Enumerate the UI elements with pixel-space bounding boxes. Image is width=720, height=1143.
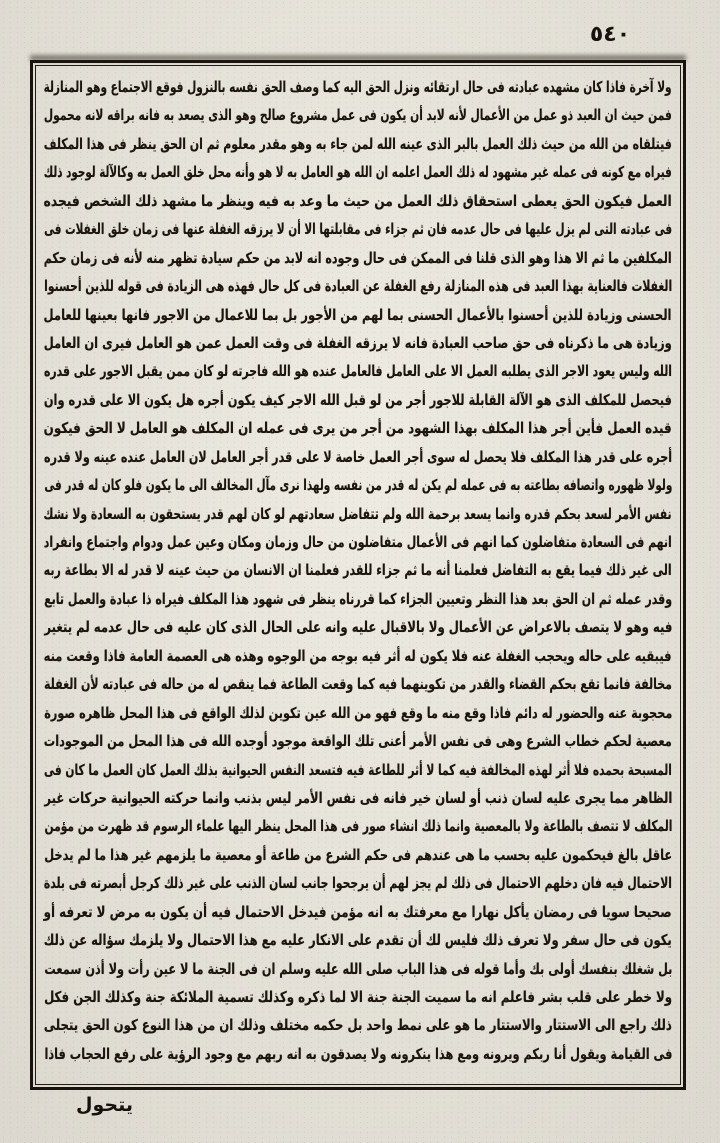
text-line: فى عبادته التى لم يزل عليها فى حال عدمه فان ثم جزاء فى مقابلتها الا أن لا يرزقه الغفلة عنها فى زمان خلق الغفلات فى: [44, 220, 672, 239]
text-frame-inner-rule: [35, 65, 681, 1085]
text-line: قيده العمل فأين أجر هذا المكلف بهذا الشهود من أجر من يرى فى عمله ان المكلف هو العامل لا الحق فيكون: [44, 419, 672, 438]
text-line: وزيادة هى ما ذكرناه فى حق صاحب العبادة فانه لا يرزقه الغفلة فى وقت العمل عمن هو العامل فيرى ان العامل: [44, 333, 672, 352]
text-line: فيحصل للمكلف الذى هو الآلة القابلة للاجور أجر من لو قبل الله الاجر كيف يكون أجره هل يكون الا على قدره وان: [44, 390, 672, 409]
body-text: [44, 73, 672, 1078]
text-line: الحسنى وزيادة للذين أحسنوا بالأعمال الحسنى بما لهم من الأجور بل بما للاعمال من الاجور فانها بعينها للعامل: [44, 305, 672, 324]
text-line: صحيحا سويا فى رمضان يأكل نهارا مع معرفتك به انه مؤمن فيدخل الاحتمال فيه أن يكون به مرض لا تعرفه أو: [44, 902, 672, 921]
page-number: ٥٤٠: [589, 22, 631, 47]
text-line: محجوبة عنه والحضور له دائم فاذا وقع منه ما وقع فهو من الله عين تكوين لذلك الواقع فى هذا المحل ظاهره صورة: [44, 703, 672, 722]
text-line: أجره على قدر هذا المكلف فلا يحصل له سوى أجر العمل خاصة لا على قدر أجر العامل لان العامل عنده عينه ولا قدره: [44, 447, 672, 466]
text-line: معصية لحكم خطاب الشرع وهى فى نفس الأمر أعنى تلك الواقعة موجود أوجده الله فى هذا المحل من الموجودات: [44, 732, 672, 751]
text-line: ولا آخرة فاذا كان مشهده عبادته فى حال ارتقائه ونزل الحق اليه كما وصف الحق نفسه بالنزول فوقع الاجتماع وهو المنازلة: [44, 78, 672, 96]
text-line: ذلك راجع الى الاستتار والاستتار ما هو على نمط واحد بل حكمه مختلف وذلك ان من هذا النوع كون الحق يتجلى: [44, 1016, 672, 1035]
text-line: وقدر عمله ثم ان الحق بعد هذا النظر وتعيين الجزاء كما قررناه ينظر فى شهود هذا المكلف فيراه ذا عبادة والعمل تابع: [44, 589, 672, 608]
text-line: فى القيامة ويقول أنا ربكم ويرونه ومع هذا ينكرونه ولا يصدقون به انه ربهم مع وجود الرؤية على رفع الحجاب فاذا: [44, 1044, 672, 1063]
text-line: مخالفة فانما تقع بحكم القضاء والقدر من تكوينهما فيه كما وقعت الطاعة فما ينقص له من حاله فى عبادته لأن الغفلة: [44, 675, 672, 694]
text-line: انهم فى السعادة متفاضلون كما انهم فى الأعمال متفاضلون من حال وزمان ومكان وعين عمل ودوام واجتماع وانفراد: [44, 533, 672, 551]
text-line: العمل فيكون الحق يعطى استحقاق ذلك العمل من حيث ما وعد به فيه وينظر ما مشهد ذلك الشخص فيجده: [44, 191, 672, 210]
text-line: بل شغلك بنفسك أولى بك وأما قوله فى هذا الباب صلى الله عليه وسلم ان فى الجنة ما لا عين رأت ولا أذن سمعت: [44, 959, 672, 978]
text-line: المكلفين ما ثم الا هذا وهو الذى قلنا فى الممكن فى حال وجوده انه لابد من حكم سيادة تظهر منه لأنه فى زمان حكم: [44, 248, 672, 267]
text-line: فيه وهو لا يتصف بالاعراض عن الأعمال ولا بالاقبال عليه وانه على الحال الذى كان عليه فى حال عدمه لم يتغير: [44, 618, 672, 637]
text-line: ولولا ظهوره واتصافه بطاعته به فى عمله لم يكن له قدر من نفسه ولهذا نرى مآل المخالف الى ما يكون فلو كان له قدر فى: [44, 476, 672, 495]
text-line: الله وليس يعود الاجر الذى يطلبه العمل الا على العامل فالعامل عنده هو الله فاجرته لو كان ممن يقبل الاجور على قدره: [44, 362, 672, 381]
text-line: فيتلقاه من الله من حيث ذلك العمل بالبر الذى عينه الله لمن جاء به وهو مقدر معلوم ثم ان الحق ينظر فى هذا المكلف: [44, 134, 672, 153]
text-line: ولا خطر على قلب بشر فاعلم انه ما سميت الجنة جنة الا لما ذكره وكذلك تسمية الملائكة جنة وكذلك الجن فكل: [44, 988, 672, 1006]
text-line: عاقل بالغ فيحكمون عليه بحسب ما هى عندهم فى حكم الشرع من طاعة أو معصية ما يلزمهم غير هذا ما لم يدخل: [44, 845, 672, 864]
text-line: فمن حيث ان العبد ذو عمل من الأعمال لأنه لابد أن يكون فى عمل مشروع صالح وهو الذى يصعد به فانه براقه لانه محمول: [44, 106, 672, 125]
text-line: الاحتمال فيه فان دخلهم الاحتمال فى ذلك لم يجز لهم أن يرجحوا جانب لسان الذنب على غير ذلك كرجل أبصرته فى بلدة: [44, 874, 672, 893]
text-line: نفس الأمر لسعد بحكم قدره وانما يسعد برحمة الله ولم تتفاضل سعادتهم لو كان لهم قدر يستحقون به السعادة ولا نشك: [44, 504, 672, 523]
catchword: يتحول: [76, 1094, 133, 1116]
text-line: المسبحة بحمده فلا أثر لهذه المخالفة فيه كما لا أثر للطاعة فيه فتسعد النفس الحيوانية بذلك العمل كان العمل ما كان فى: [44, 760, 672, 779]
text-line: يكون فى حال سفر ولا تعرف ذلك فليس لك أن تقدم على الانكار عليه مع هذا الاحتمال ولا يلزمك سؤاله عن ذلك: [44, 931, 672, 950]
text-line: الظاهر مما يجرى عليه لسان ذنب أو لسان خير فانه فى نفس الأمر ليس بذنب وانما حركته الحيوانية حركات غير: [44, 788, 672, 807]
text-line: المكلف لا تتصف بالطاعة ولا بالمعصية وانما ذلك انشاء صور فى هذا المحل ينظر اليها علماء الرسوم قد ظهرت من مؤمن: [44, 817, 672, 836]
text-line: فيراه مع كونه فى عمله غير مشهود له ذلك العمل اعلمه ان الله هو العامل به لا هو وأنه محل خلق العمل به وكالآلة لوجود ذلك: [44, 163, 672, 182]
text-line: الغفلات فالعناية بهذا العبد فى هذه المنازلة رفع الغفلة عن العبادة فى كل حال فهذه هى الزيادة فى قوله للذين أحسنوا: [44, 277, 672, 296]
text-frame-border: [30, 60, 686, 1090]
text-line: الى غير ذلك فيما يقع به التفاضل فعلمنا أنه ما ثم جزاء للقدر فعلمنا ان الانسان من حيث عينه لا قدر له الا بطاعة ربه: [44, 561, 672, 580]
text-line: فيبقيه على حاله ويحجب الغفلة عنه فلا يكون له أثر فيه بوجه من الوجوه وهذه هى العصمة العامة فاذا وقعت منه: [44, 646, 672, 665]
